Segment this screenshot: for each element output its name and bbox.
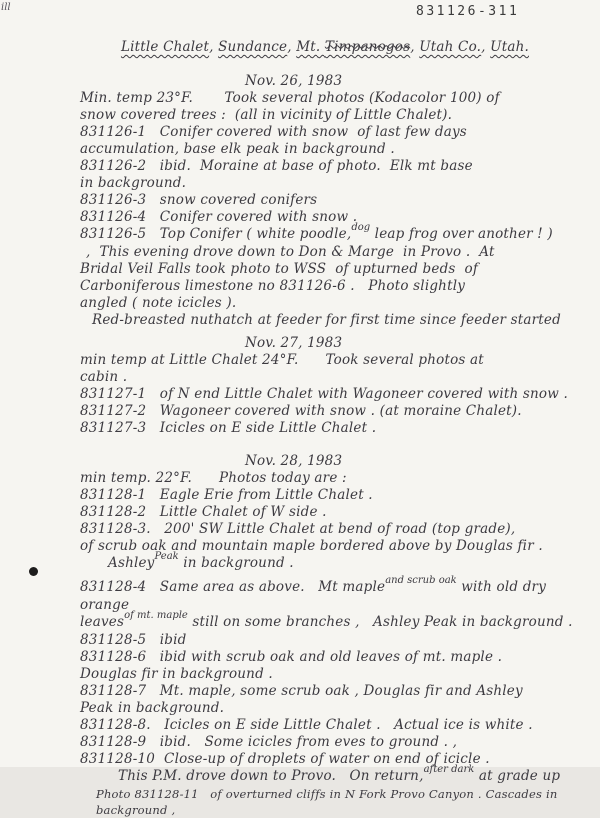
note-text: 831126-5 Top Conifer ( white poodle, <box>80 226 352 242</box>
note-text: in background . <box>178 555 294 571</box>
photo-entry-831126-5 <box>80 222 594 244</box>
note-text: at grade up <box>474 768 561 784</box>
note-line: , This evening drove down to Don & Marge in Provo . At <box>86 244 495 260</box>
note-line <box>118 764 594 786</box>
note-line: in background. <box>80 175 187 191</box>
inserted-phrase: after dark <box>423 764 475 775</box>
note-line: Carboniferous limestone no 831126-6 . Photo slightly <box>80 278 466 294</box>
photo-entry-831128-10: 831128-10 Close-up of droplets of water on end of icicle . <box>80 751 490 767</box>
title-location-5: Utah. <box>490 39 529 55</box>
note-text: still on some branches , Ashley Peak in background . <box>187 614 573 630</box>
title-location-4: Utah Co. <box>419 39 482 55</box>
note-text: 831128-4 Same area as above. Mt maple <box>80 579 386 595</box>
photo-entry-831126-1: 831126-1 Conifer covered with snow of last few days <box>80 124 467 140</box>
photo-entry-831128-1: 831128-1 Eagle Erie from Little Chalet . <box>80 487 373 503</box>
title-location-1: Little Chalet <box>120 39 210 55</box>
title-separator: , <box>481 39 491 55</box>
note-line: min temp at Little Chalet 24°F. Took several photos at <box>80 352 484 368</box>
note-text: This P.M. drove down to Provo. On return, <box>118 768 424 784</box>
note-line: accumulation, base elk peak in background . <box>80 141 395 157</box>
note-line: snow covered trees : (all in vicinity of Little Chalet). <box>80 107 453 123</box>
photo-entry-831127-2: 831127-2 Wagoneer covered with snow . (at moraine Chalet). <box>80 403 522 419</box>
title-separator: , <box>410 39 420 55</box>
note-text: with old dry orange <box>80 579 551 613</box>
note-text: leap frog over another ! ) <box>370 226 553 242</box>
note-line: angled ( note icicles ). <box>80 295 237 311</box>
photo-entry-831128-2: 831128-2 Little Chalet of W side . <box>80 504 327 520</box>
inserted-phrase: of mt. maple <box>124 610 188 621</box>
title-separator: , <box>287 39 297 55</box>
note-line: Douglas fir in background . <box>80 666 273 682</box>
note-line: min temp. 22°F. Photos today are : <box>80 470 347 486</box>
photo-entry-831127-3: 831127-3 Icicles on E side Little Chalet . <box>80 420 377 436</box>
note-text: leaves <box>80 614 125 630</box>
date-heading-nov-26: Nov. 26, 1983 <box>245 73 343 89</box>
photo-entry-831128-6: 831128-6 ibid with scrub oak and old leaves of mt. maple . <box>80 649 503 665</box>
ink-blot-dot <box>29 567 38 576</box>
note-line: cabin . <box>80 369 128 385</box>
title-separator: , <box>209 39 219 55</box>
note-line: Bridal Veil Falls took photo to WSS of upturned beds of <box>80 261 479 277</box>
photo-entry-831127-1: 831127-1 of N end Little Chalet with Wagoneer covered with snow . <box>80 386 568 402</box>
photo-entry-831126-2: 831126-2 ibid. Moraine at base of photo. Elk mt base <box>80 158 473 174</box>
inserted-word: Peak <box>154 551 179 562</box>
date-heading-nov-28: Nov. 28, 1983 <box>245 453 343 469</box>
photo-entry-831128-8: 831128-8. Icicles on E side Little Chalet . Actual ice is white . <box>80 717 533 733</box>
date-heading-nov-27: Nov. 27, 1983 <box>245 335 343 351</box>
photo-entry-831128-7: 831128-7 Mt. maple, some scrub oak , Douglas fir and Ashley <box>80 683 523 699</box>
photo-roll-number: 831126-311 <box>416 4 520 19</box>
note-line: Red-breasted nuthatch at feeder for first time since feeder started <box>92 312 561 328</box>
page-title <box>94 22 594 73</box>
photo-entry-831128-4 <box>80 575 594 614</box>
note-line: Peak in background. <box>80 700 225 716</box>
photo-entry-831126-3: 831126-3 snow covered conifers <box>80 192 318 208</box>
title-location-2: Sundance <box>218 39 288 55</box>
photo-entry-831128-3: 831128-3. 200' SW Little Chalet at bend of road (top grade), <box>80 521 516 537</box>
title-location-3a: Mt. <box>296 39 325 55</box>
photo-entry-831128-11: Photo 831128-11 of overturned cliffs in N Fork Provo Canyon . Cascades in background , <box>96 787 562 817</box>
note-text: Ashley <box>108 555 155 571</box>
title-location-3b: Timpanogos <box>324 39 411 55</box>
photo-entry-831128-5: 831128-5 ibid <box>80 632 187 648</box>
corner-mark: ill <box>1 2 11 13</box>
photo-entry-831126-4: 831126-4 Conifer covered with snow . <box>80 209 358 225</box>
note-line <box>108 551 594 573</box>
note-line: of scrub oak and mountain maple bordered above by Douglas fir . <box>80 538 543 554</box>
photo-entry-831128-9: 831128-9 ibid. Some icicles from eves to ground . , <box>80 734 458 750</box>
note-line <box>80 610 594 632</box>
note-line: Min. temp 23°F. Took several photos (Kodacolor 100) of <box>80 90 500 106</box>
inserted-phrase: and scrub oak <box>385 575 457 586</box>
inserted-word: dog <box>351 222 371 233</box>
